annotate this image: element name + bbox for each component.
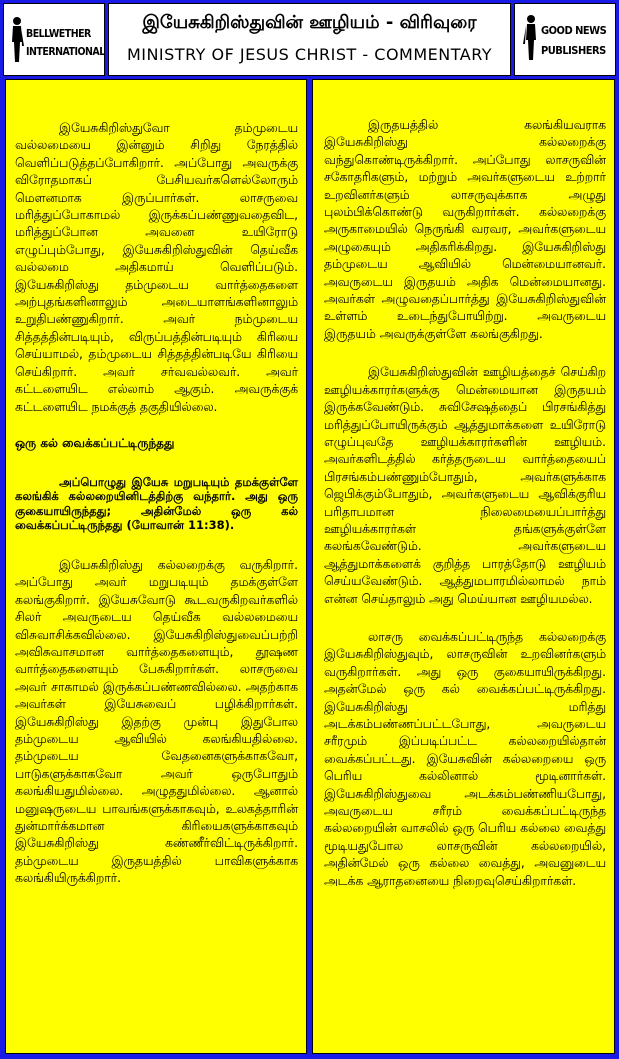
logo-right-line2: PUBLISHERS <box>541 44 606 57</box>
left-column <box>5 79 307 1054</box>
title-english: MINISTRY OF JESUS CHRIST - COMMENTARY <box>126 45 493 64</box>
section-heading: ஒரு கல் வைக்கப்பட்டிருந்தது <box>15 435 175 450</box>
bellwether-logo <box>3 3 105 76</box>
logo-left-line2: INTERNATIONAL <box>26 46 105 58</box>
person-silhouette-icon <box>523 14 539 62</box>
paragraph: இயேசுகிறிஸ்து கல்லறைக்கு வருகிறார். அப்போது அவர் மறுபடியும் தமக்குள்ளே கலங்குகிறார். இயேசுவோடு கூடவருகிறவர்களில் சிலர் அவருடைய தெய்வீக வல்லமையை விசுவாசிக்கவில்லை. இயேசுகிறிஸ்துவைப்பற்றி அவிசுவாசமான வார்த்தைகளையும், தூஷண வார்த்தைகளையும் பேசுகிறார்கள். லாசருவை அவர் சாகாமல் இருக்கப்பண்ணவில்லை. அதற்காக அவர்கள் இயேசுவைப் பழிக்கிறார்கள். இயேசுகிறிஸ்து இதற்கு முன்பு இதுபோல தம்முடைய ஆவியில் கலங்கியதில்லை. தம்முடைய வேதனைகளுக்காகவோ, பாடுகளுக்காகவோ அவர் ஒருபோதும் கலங்கியதுமில்லை. அழுததுமில்லை. ஆனால் மனுஷருடைய பாவங்களுக்காகவும், உலகத்தாரின் துன்மார்க்கமான கிரியைகளுக்காகவும் இயேசுகிறிஸ்து கண்ணீர்விட்டிருக்கிறார். தம்முடைய இருதயத்தில் பாவிகளுக்காக கலங்கியிருக்கிறார். <box>15 557 298 886</box>
paragraph: இருதயத்தில் கலங்கியவராக இயேசுகிறிஸ்து கல்லறைக்கு வந்துகொண்டிருக்கிறார். அப்போது லாசருவின் சகோதரிகளும், மற்றும் அவர்களுடைய உற்றார் உறவினர்களும் லாசருவுக்காக அழுது புலம்பிக்கொண்டு வருகிறார்கள். கல்லறைக்கு அருகாமையில் நெருங்கி வரவர, அவர்களுடைய அழுகையும் அதிகரிக்கிறது. இயேசுகிறிஸ்து தம்முடைய ஆவியில் மென்மையானவர். அவருடைய இருதயம் அதிக மென்மையானது. அவர்கள் அழுவதைப்பார்த்து இயேசுகிறிஸ்துவின் உள்ளம் உடைந்துபோயிற்று. அவருடைய இருதயம் அவருக்குள்ளே கலங்குகிறது. <box>324 118 606 341</box>
person-silhouette-icon <box>9 16 25 64</box>
logo-right-line1: GOOD NEWS <box>541 24 607 37</box>
logo-left-line1: BELLWETHER <box>26 28 91 40</box>
good-news-logo <box>514 3 616 76</box>
paragraph: இயேசுகிறிஸ்துவோ தம்முடைய வல்லமையை இன்னும் சிறிது நேரத்தில் வெளிப்படுத்தப்போகிறார். அப்போது அவருக்கு விரோதமாகப் பேசியவர்களெல்லோரும் மௌனமாக இருப்பார்கள். லாசருவை மரித்துப்போகாமல் இருக்கப்பண்ணுவதைவிட, மரித்துப்போன அவனை உயிரோடு எழுப்பும்போது, இயேசுகிறிஸ்துவின் தெய்வீக வல்லமை அதிகமாய் வெளிப்படும். இயேசுகிறிஸ்து தம்முடைய வார்த்தைகளை அற்புதங்களினாலும் அடையாளங்களினாலும் உறுதிபண்ணுகிறார். அவர் நம்முடைய சித்தத்தின்படியும், விருப்பத்தின்படியும் கிரியை செய்யாமல், தம்முடைய சித்தத்தின்படியே கிரியை செய்கிறார். அவர் சர்வவல்லவர். அவர் கட்டளையிட எல்லாம் ஆகும். அவருக்குக் கட்டளையிட நமக்குத் தகுதியில்லை. <box>15 121 298 414</box>
right-column <box>312 79 615 1054</box>
scripture-quote: அப்பொழுது இயேசு மறுபடியும் தமக்குள்ளே கலங்கிக் கல்லறையினிடத்திற்கு வந்தார். அது ஒரு குகையாயிருந்தது; அதின்மேல் ஒரு கல் வைக்கப்பட்டிருந்தது (யோவான் 11:38). <box>15 474 298 533</box>
title-tamil: இயேசுகிறிஸ்துவின் ஊழியம் - விரிவுரை <box>142 12 477 33</box>
paragraph: இயேசுகிறிஸ்துவின் ஊழியத்தைச் செய்கிற ஊழியக்காரர்களுக்கு மென்மையான இருதயம் இருக்கவேண்டும். சுவிசேஷத்தைப் பிரசங்கித்து மரித்துப்போயிருக்கும் ஆத்துமாக்களை உயிரோடு எழுப்புவதே ஊழியக்காரர்களின் ஊழியம். அவர்களிடத்தில் கர்த்தருடைய வார்த்தையைப் பிரசங்கம்பண்ணும்போதும், அவர்களுக்காக ஜெபிக்கும்போதும், அவர்களுடைய ஆவிக்குரிய பரிதாபமான நிலைமையைப்பார்த்து ஊழியக்காரர்கள் தங்களுக்குள்ளே கலங்கவேண்டும். அவர்களுடைய ஆத்துமாக்களைக் குறித்த பாரத்தோடு ஊழியம் செய்யவேண்டும். ஆத்துமபாரமில்லாமல் நாம் என்ன செய்தாலும் அது மெய்யான ஊழியமல்ல. <box>324 365 606 606</box>
paragraph: லாசரு வைக்கப்பட்டிருந்த கல்லறைக்கு இயேசுகிறிஸ்துவும், லாசருவின் உறவினர்களும் வருகிறார்கள். அது ஒரு குகையாயிருக்கிறது. அதன்மேல் ஒரு கல் வைக்கப்பட்டிருக்கிறது. இயேசுகிறிஸ்து மரித்து அடக்கம்பண்ணப்பட்டபோது, அவருடைய சரீரமும் இப்படிப்பட்ட கல்லறையில்தான் வைக்கப்பட்டது. இயேசுவின் கல்லறையை ஒரு பெரிய கல்லினால் மூடினார்கள். இயேசுகிறிஸ்துவை அடக்கம்பண்ணியபோது, அவருடைய சரீரம் வைக்கப்பட்டிருந்த கல்லறையின் வாசலில் ஒரு பெரிய கல்லை வைத்து மூடியதுபோல லாசருவின் கல்லறையில், அதின்மேல் ஒரு கல்லை வைத்து, அவனுடைய அடக்க ஆராதனையை நிறைவுசெய்கிறார்கள். <box>324 629 606 888</box>
title-banner <box>108 3 511 76</box>
